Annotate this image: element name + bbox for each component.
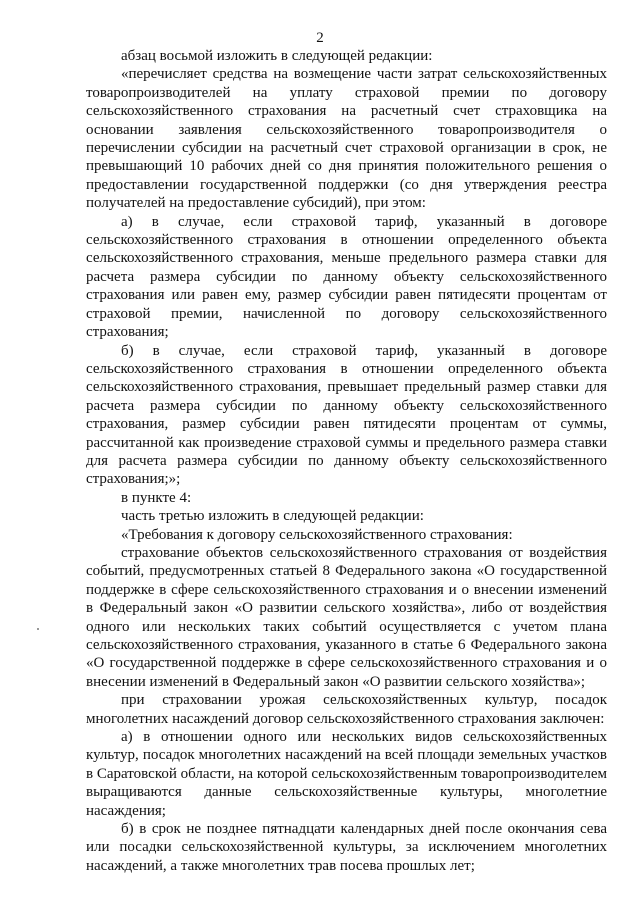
paragraph-quote-start: «перечисляет средства на возмещение части затрат сельскохозяйственных товаропроизводителей на уплату страховой премии по договору сельскохозяйственного страхования на расчетный счет страховщика на основании заявления сельскохозяйственного товаропроизводителя о перечислении субсидии на расчетный счет страховой организации в срок, не превышающий 10 рабочих дней со дня принятия положительного решения о предоставлении государственной поддержки (со дня утверждения реестра получателей на предоставление субсидий), при этом: xyxy=(86,66,607,212)
paragraph-item-b: б) в случае, если страховой тариф, указанный в договоре сельскохозяйственного страхования в отношении определенного объекта сельскохозяйственного страхования, превышает предельный размер ставки для расчета размера субсидии по данному объекту сельскохозяйственного страхования, размер субсидии равен пятидесяти процентам от суммы, рассчитанной как произведение страховой суммы и предельного размера ставки для расчета размера субсидии по данному объекту сельскохозяйственного страхования;»; xyxy=(86,342,607,488)
paragraph-insurance-objects: страхование объектов сельскохозяйственного страхования от воздействия событий, предусмотренных статьей 8 Федерального закона «О государственной поддержке в сфере сельскохозяйственного страхования и о внесении изменений в Федеральный закон «О развитии сельского хозяйства», либо от воздействия одного или нескольких таких событий осуществляется с учетом плана сельскохозяйственного страхования, указанного в статье 6 Федерального закона «О государственной поддержке в сфере сельскохозяйственного страхования и о внесении изменений в Федеральный закон «О развитии сельского хозяйства»; xyxy=(86,544,607,690)
page-number: 2 xyxy=(316,30,324,46)
document-body xyxy=(86,47,607,875)
paragraph-intro: абзац восьмой изложить в следующей редакции: xyxy=(121,48,433,64)
scan-dot xyxy=(37,628,39,630)
paragraph-part-three: часть третью изложить в следующей редакции: xyxy=(121,508,424,525)
paragraph-crop-insurance: при страховании урожая сельскохозяйственных культур, посадок многолетних насаждений договор сельскохозяйственного страхования заключен: xyxy=(86,692,607,727)
paragraph-point-4: в пункте 4: xyxy=(121,489,192,506)
paragraph-requirements-heading: «Требования к договору сельскохозяйственного страхования: xyxy=(121,526,513,543)
paragraph-crop-item-b: б) в срок не позднее пятнадцати календарных дней после окончания сева или посадки сельскохозяйственной культуры, за исключением многолетних насаждений, а также многолетних трав посева прошлых лет; xyxy=(86,821,607,874)
paragraph-crop-item-a: а) в отношении одного или нескольких видов сельскохозяйственных культур, посадок многолетних насаждений на всей площади земельных участков в Саратовской области, на которой сельскохозяйственным товаропроизводителем выращиваются данные сельскохозяйственные культуры, многолетние насаждения; xyxy=(86,729,607,819)
paragraph-item-a: а) в случае, если страховой тариф, указанный в договоре сельскохозяйственного страхования в отношении определенного объекта сельскохозяйственного страхования, меньше предельного размера ставки для расчета размера субсидии по данному объекту сельскохозяйственного страхования или равен ему, размер субсидии равен пятидесяти процентам от страховой премии, начисленной по договору сельскохозяйственного страхования; xyxy=(86,213,607,341)
